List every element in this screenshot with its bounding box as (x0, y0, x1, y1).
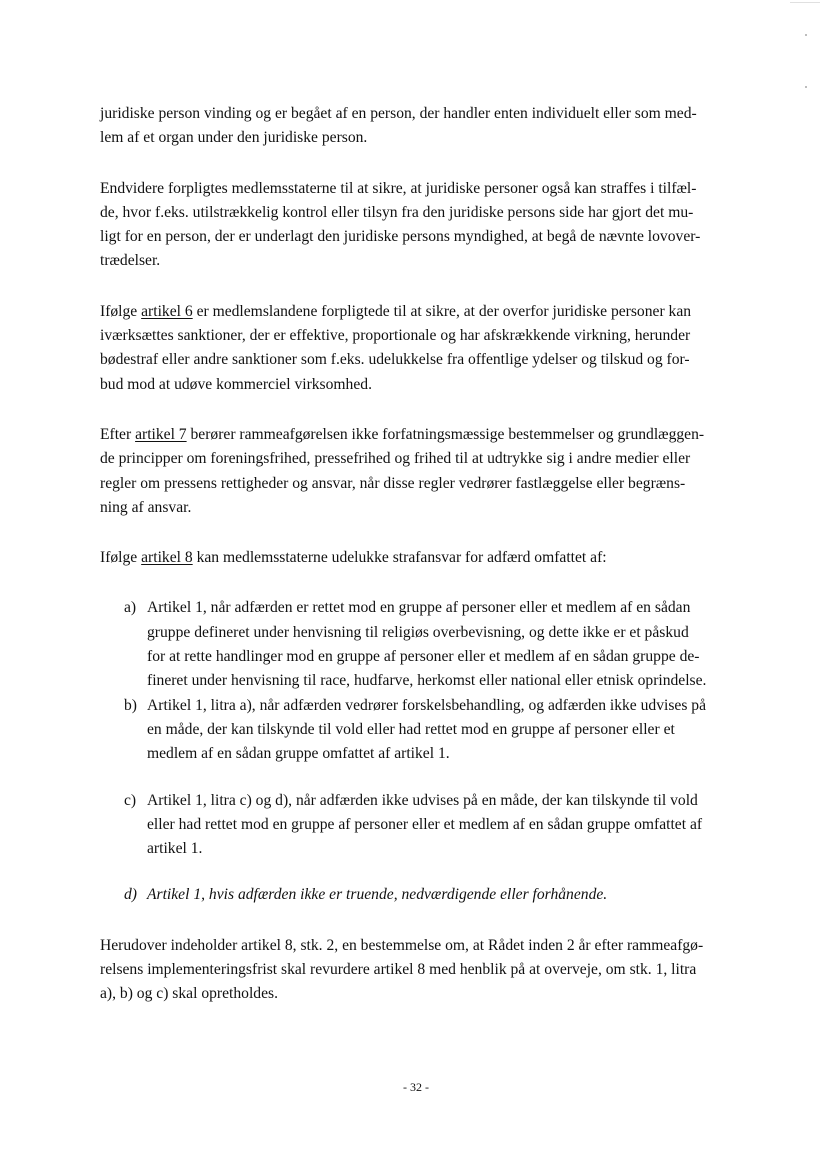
text-line: medlem af en sådan gruppe omfattet af artikel 1. (147, 745, 450, 763)
text-line (100, 300, 750, 324)
text-line: juridiske person vinding og er begået af en person, der handler enten individuelt eller som med- (100, 105, 697, 122)
text-line: for at rette handlinger mod en gruppe af personer eller et medlem af en sådan gruppe de- (147, 648, 700, 666)
text-line: de principper om foreningsfrihed, pressefrihed og frihed til at udtrykke sig i andre medier eller (100, 450, 691, 468)
text-line: relsens implementeringsfrist skal revurdere artikel 8 med henblik på at overveje, om stk. 1, litra (100, 961, 697, 979)
text-line: de, hvor f.eks. utilstrækkelig kontrol eller tilsyn fra den juridiske persons side har gjort det mu- (100, 203, 694, 221)
text-fragment: er medlemslandene forpligtede til at sikre, at der overfor juridiske personer kan (192, 302, 692, 320)
list-marker: a) (124, 599, 137, 617)
article-8-reference[interactable]: artikel 8 (141, 549, 193, 567)
paragraph-6 (100, 934, 750, 1007)
list-marker: b) (124, 696, 137, 714)
text-fragment: Ifølge (100, 549, 142, 567)
text-line: gruppe defineret under henvisning til religiøs overbevisning, og dette ikke er et påskud (147, 623, 689, 641)
text-line (100, 546, 750, 570)
paragraph-3 (100, 300, 750, 397)
list-spacer (100, 767, 750, 789)
text-line: ning af ansvar. (100, 498, 192, 516)
article-6-reference[interactable]: artikel 6 (141, 302, 193, 320)
text-line: a), b) og c) skal opretholdes. (100, 985, 278, 1003)
scan-artifact (790, 2, 820, 3)
text-line: Artikel 1, litra a), når adfærden vedrører forskelsbehandling, og adfærden ikke udvises på (147, 696, 707, 714)
text-fragment: Ifølge (100, 302, 142, 320)
text-fragment: berører rammeafgørelsen ikke forfatningsmæssige bestemmelser og grundlæggen- (186, 425, 705, 443)
list-spacer (100, 861, 750, 883)
list-item (100, 789, 750, 862)
text-line: lem af et organ under den juridiske person. (100, 129, 368, 147)
text-fragment: Efter (100, 425, 136, 443)
text-line: Artikel 1, når adfærden er rettet mod en gruppe af personer eller et medlem af en sådan (147, 599, 691, 617)
text-line: regler om pressens rettigheder og ansvar, når disse regler vedrører fastlæggelse eller begræns- (100, 474, 686, 492)
text-line: bud mod at udøve kommerciel virksomhed. (100, 375, 372, 393)
list-item (100, 883, 750, 907)
list-marker: c) (124, 791, 137, 809)
text-line: artikel 1. (147, 840, 203, 858)
text-line (100, 423, 750, 447)
page-number: - 32 - (403, 1080, 429, 1094)
paragraph-1 (100, 102, 750, 151)
scan-artifact (805, 86, 807, 88)
text-line: Artikel 1, hvis adfærden ikke er truende, nedværdigende eller forhånende. (147, 886, 608, 904)
list-item (100, 596, 750, 693)
text-line: bødestraf eller andre sanktioner som f.eks. udelukkelse fra offentlige ydelser og tilskud og for- (100, 351, 690, 369)
exemption-list (100, 596, 750, 907)
text-line: en måde, der kan tilskynde til vold eller had rettet mod en gruppe af personer eller et (147, 720, 675, 738)
text-line: trædelser. (100, 252, 161, 270)
paragraph-4 (100, 423, 750, 520)
text-line: Herudover indeholder artikel 8, stk. 2, en bestemmelse om, at Rådet inden 2 år efter rammeafgø- (100, 936, 704, 954)
text-line: Endvidere forpligtes medlemsstaterne til at sikre, at juridiske personer også kan straffes i tilfæl- (100, 179, 697, 197)
scan-artifact (805, 34, 807, 36)
text-line: eller had rettet mod en gruppe af personer eller et medlem af en sådan gruppe omfattet af (147, 815, 703, 833)
text-line: iværksættes sanktioner, der er effektive, proportionale og har afskrækkende virkning, herunder (100, 327, 691, 345)
paragraph-2 (100, 177, 750, 274)
text-line: Artikel 1, litra c) og d), når adfærden ikke udvises på en måde, der kan tilskynde til vold (147, 791, 698, 809)
text-line: fineret under henvisning til race, hudfarve, herkomst eller national eller etnisk oprindelse. (147, 672, 707, 690)
text-line: ligt for en person, der er underlagt den juridiske persons myndighed, at begå de nævnte lovover- (100, 228, 701, 246)
text-fragment: kan medlemsstaterne udelukke strafansvar for adfærd omfattet af: (192, 549, 607, 567)
document-page (100, 102, 750, 1033)
article-7-reference[interactable]: artikel 7 (135, 425, 187, 443)
list-marker: d) (124, 886, 137, 904)
list-item (100, 694, 750, 767)
paragraph-5 (100, 546, 750, 570)
